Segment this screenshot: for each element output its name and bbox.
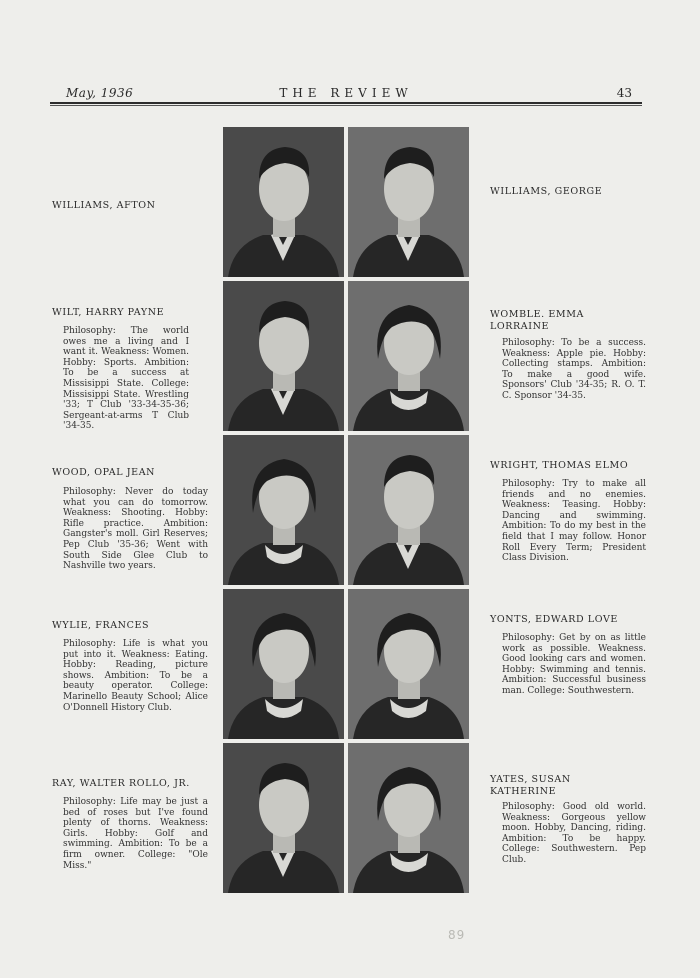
student-portrait [348,281,469,431]
student-bio: Philosophy: To be a success. Weakness: Apple pie. Hobby: Collecting stamps. Ambition: To make a good wife. Sponsors' Club '34-35; R. O. T. C. Sponsor '34-35. [502,338,646,401]
student-bio: Philosophy: Get by on as little work as possible. Weakness. Good looking cars and women. Hobby: Swimming and tennis. Ambition: Successful business man. College: Southwestern. [502,633,646,696]
header-rule-thin [50,105,642,106]
pencil-mark: 89 [448,928,466,942]
student-name: WYLIE, FRANCES [52,620,150,631]
student-portrait [223,435,344,585]
portrait-photo [223,127,344,277]
portrait-photo [348,281,469,431]
student-portrait [223,127,344,277]
student-name: WOMBLE. EMMA LORRAINE [490,309,584,332]
publication-title: THE REVIEW [279,86,413,100]
student-name: RAY, WALTER ROLLO, JR. [52,778,190,789]
student-bio: Philosophy: Never do today what you can do tomorrow. Weakness: Shooting. Hobby: Rifle practice. Ambition: Gangster's moll. Girl Reserves; Pep Club '35-36; Went with South Side Glee Club to Nashville two years. [63,487,208,572]
portrait-photo [348,589,469,739]
student-bio: Philosophy: Good old world. Weakness: Gorgeous yellow moon. Hobby, Dancing, riding. Ambition: To be happy. College: Southwestern. Pep Club. [502,802,646,865]
student-name: WILT, HARRY PAYNE [52,307,165,318]
header-rule [50,102,642,104]
student-portrait [223,589,344,739]
issue-date: May, 1936 [66,86,134,100]
student-name: WOOD, OPAL JEAN [52,467,156,478]
student-bio: Philosophy: Try to make all friends and no enemies. Weakness: Teasing. Hobby: Dancing and swimming. Ambition: To do my best in the field that I may follow. Honor Roll Every Term; President Class Division. [502,479,646,564]
student-portrait [223,743,344,893]
page-number: 43 [616,86,632,100]
student-portrait [223,281,344,431]
student-portrait [348,589,469,739]
student-name: WILLIAMS, GEORGE [490,186,603,197]
portrait-photo [348,435,469,585]
portrait-photo [223,435,344,585]
portrait-photo [348,127,469,277]
student-bio: Philosophy: Life is what you put into it. Weakness: Eating. Hobby: Reading, picture shows. Ambition: To be a beauty operator. College: Marinello Beauty School; Alice O'Donnell History Club. [63,639,208,713]
student-portrait [348,127,469,277]
student-name: WILLIAMS, AFTON [52,200,156,211]
portrait-photo [223,743,344,893]
page-header [50,86,642,100]
student-portrait [348,435,469,585]
student-portrait [348,743,469,893]
student-bio: Philosophy: Life may be just a bed of roses but I've found plenty of thorns. Weakness: Girls. Hobby: Golf and swimming. Ambition: To be a firm owner. College: "Ole Miss." [63,797,208,871]
portrait-photo [223,281,344,431]
student-name: WRIGHT, THOMAS ELMO [490,460,629,471]
student-bio: Philosophy: The world owes me a living and I want it. Weakness: Women. Hobby: Sports. Ambition: To be a success at Missisippi State. College: Missisippi State. Wrestling '33; T Club '33-34-35-36; Sergeant-at-arms T Club '34-35. [63,326,189,432]
student-name: YONTS, EDWARD LOVE [490,614,618,625]
student-name: YATES, SUSAN KATHERINE [490,774,571,797]
portrait-photo [223,589,344,739]
portrait-photo [348,743,469,893]
